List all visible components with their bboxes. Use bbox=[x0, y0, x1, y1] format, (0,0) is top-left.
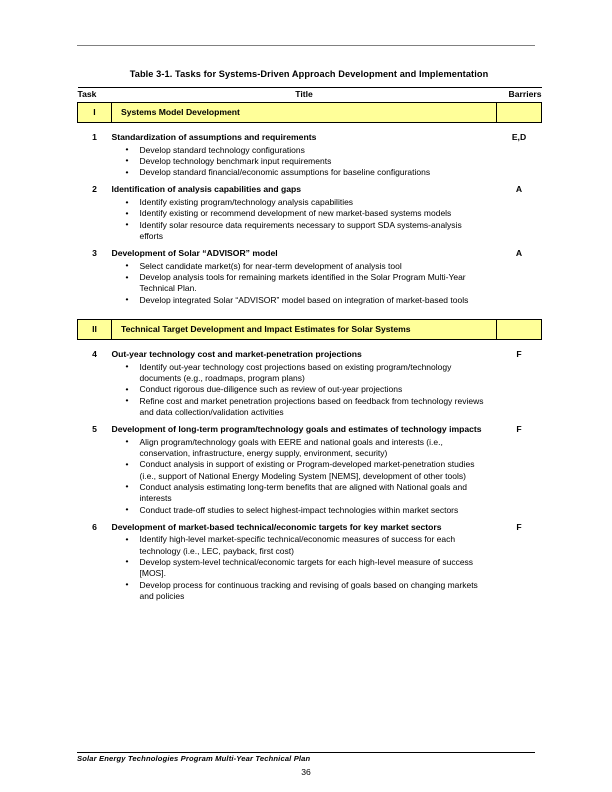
column-header-task: Task bbox=[78, 88, 112, 103]
task-number: 1 bbox=[78, 132, 112, 178]
task-row bbox=[78, 424, 542, 516]
spacer-row bbox=[78, 340, 542, 350]
task-body bbox=[112, 522, 497, 602]
task-bullet-list bbox=[112, 534, 497, 602]
task-bullet-item: • Identify existing program/technology analysis capabilities bbox=[112, 197, 497, 208]
table-caption: Table 3-1. Tasks for Systems-Driven Approach Development and Implementation bbox=[129, 69, 489, 79]
task-barriers: F bbox=[497, 424, 542, 516]
task-bullet-item: • Develop process for continuous tracking and revising of goals based on changing markets and policies bbox=[112, 580, 497, 603]
spacer-cell bbox=[78, 306, 542, 320]
spacer-cell bbox=[78, 123, 542, 133]
task-row bbox=[78, 248, 542, 306]
task-bullet-item: • Develop standard financial/economic assumptions for baseline configurations bbox=[112, 167, 497, 178]
spacer-cell bbox=[78, 340, 542, 350]
task-title: Standardization of assumptions and requirements bbox=[111, 132, 317, 142]
task-number: 6 bbox=[78, 522, 112, 602]
section-barriers-cell bbox=[497, 103, 542, 123]
task-body bbox=[112, 349, 497, 418]
spacer-row bbox=[78, 306, 542, 320]
task-bullet-item: • Conduct trade-off studies to select highest-impact technologies within market sectors bbox=[112, 505, 497, 516]
table-header-row bbox=[78, 88, 542, 103]
spacer-row bbox=[78, 123, 542, 133]
section-barriers-cell bbox=[497, 320, 542, 340]
task-title: Identification of analysis capabilities and gaps bbox=[111, 184, 302, 195]
task-barriers: F bbox=[497, 522, 542, 602]
task-number: 3 bbox=[78, 248, 112, 306]
task-number: 4 bbox=[78, 349, 112, 418]
page-header-rule bbox=[77, 45, 535, 46]
task-bullet-item: • Conduct analysis in support of existing or Program-developed market-penetration studies (i.e., support of National Energy Modeling System [NEMS], development of other tools) bbox=[112, 459, 497, 482]
task-bullet-list bbox=[112, 145, 497, 179]
task-bullet-item: • Develop analysis tools for remaining markets identified in the Solar Program Multi-Year Technical Plan. bbox=[112, 272, 497, 295]
task-barriers: F bbox=[497, 349, 542, 418]
task-number: 2 bbox=[78, 184, 112, 242]
task-bullet-item: • Identify solar resource data requirements necessary to support SDA systems-analysis efforts bbox=[112, 220, 497, 243]
task-bullet-item: • Develop integrated Solar “ADVISOR” model based on integration of market-based tools bbox=[112, 295, 497, 306]
task-body bbox=[112, 248, 497, 306]
task-bullet-list bbox=[112, 437, 497, 516]
task-bullet-item: • Conduct rigorous due-diligence such as review of out-year projections bbox=[112, 384, 497, 395]
task-bullet-item: • Select candidate market(s) for near-term development of analysis tool bbox=[112, 261, 497, 272]
table-body bbox=[78, 103, 542, 603]
task-bullet-item: • Refine cost and market penetration projections based on feedback from technology reviews and data collection/validation activities bbox=[112, 396, 497, 419]
task-row bbox=[78, 349, 542, 418]
task-barriers: E,D bbox=[497, 132, 542, 178]
task-bullet-list bbox=[112, 362, 497, 418]
task-bullet-list bbox=[112, 261, 497, 306]
task-bullet-item: • Identify out-year technology cost projections based on existing program/technology documents (e.g., roadmaps, program plans) bbox=[112, 362, 497, 385]
task-bullet-item: • Develop technology benchmark input requirements bbox=[112, 156, 497, 167]
task-bullet-item: • Identify existing or recommend development of new market-based systems models bbox=[112, 208, 497, 219]
task-title: Development of Solar “ADVISOR” model bbox=[111, 248, 278, 259]
column-header-title: Title bbox=[112, 88, 497, 103]
task-bullet-item: • Conduct analysis estimating long-term benefits that are aligned with National goals and interests bbox=[112, 482, 497, 505]
page-number: 36 bbox=[301, 767, 311, 777]
task-bullet-item: • Align program/technology goals with EERE and national goals and interests (i.e., conservation, infrastructure, energy supply, environment, security) bbox=[112, 437, 497, 460]
section-number: II bbox=[78, 320, 112, 340]
task-barriers: A bbox=[497, 184, 542, 242]
tasks-table bbox=[77, 87, 542, 602]
section-number: I bbox=[78, 103, 112, 123]
task-title: Development of market-based technical/economic targets for key market sectors bbox=[111, 521, 442, 532]
task-body bbox=[112, 132, 497, 178]
task-body bbox=[112, 184, 497, 242]
task-number: 5 bbox=[78, 424, 112, 516]
section-title: Systems Model Development bbox=[112, 103, 497, 123]
task-bullet-item: • Identify high-level market-specific technical/economic measures of success for each technology (i.e., LEC, payback, first cost) bbox=[112, 534, 497, 557]
task-body bbox=[112, 424, 497, 516]
task-bullet-item: • Develop system-level technical/economic targets for each high-level measure of success [MOS]. bbox=[112, 557, 497, 580]
task-title: Out-year technology cost and market-penetration projections bbox=[111, 349, 362, 360]
task-bullet-item: • Develop standard technology configurations bbox=[112, 145, 497, 156]
task-row bbox=[78, 184, 542, 242]
task-row bbox=[78, 132, 542, 178]
column-header-barriers: Barriers bbox=[497, 88, 542, 103]
section-title: Technical Target Development and Impact Estimates for Solar Systems bbox=[112, 320, 497, 340]
page-footer-rule bbox=[77, 752, 535, 753]
task-row bbox=[78, 522, 542, 602]
task-title: Development of long-term program/technology goals and estimates of technology impacts bbox=[111, 424, 482, 435]
table-block bbox=[77, 68, 541, 602]
task-barriers: A bbox=[497, 248, 542, 306]
footer-document-title: Solar Energy Technologies Program Multi-Year Technical Plan bbox=[77, 754, 311, 763]
section-header-row bbox=[78, 320, 542, 340]
section-header-row bbox=[78, 103, 542, 123]
task-bullet-list bbox=[112, 197, 497, 242]
